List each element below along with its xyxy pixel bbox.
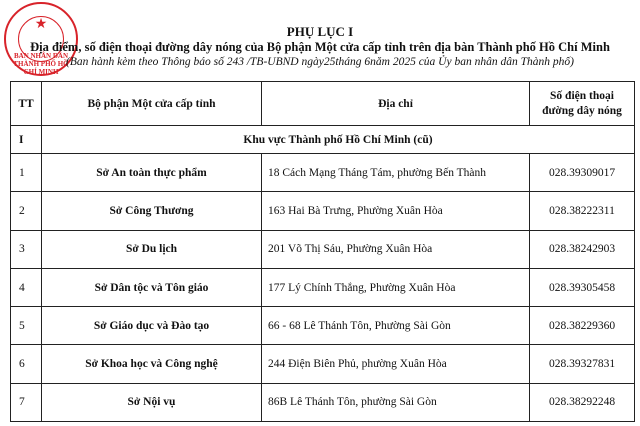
row-address: 244 Điện Biên Phủ, phường Xuân Hòa [262,345,530,383]
row-phone: 028.38292248 [530,383,635,421]
issuance-note: (Ban hành kèm theo Thông báo số 243 /TB-UBND ngày25tháng 6năm 2025 của Ủy ban nhân dân Thành phố) [66,56,574,68]
row-department: Sở Du lịch [42,230,262,268]
table-row [11,154,635,192]
table-row [11,307,635,345]
table-row [11,192,635,230]
row-phone: 028.38242903 [530,230,635,268]
row-phone: 028.38229360 [530,307,635,345]
row-phone: 028.39305458 [530,268,635,306]
column-header-dept: Bộ phận Một cửa cấp tỉnh [42,82,262,126]
seal-star-icon: ★ [34,17,48,32]
row-phone: 028.38222311 [530,192,635,230]
row-number: 4 [11,268,42,306]
column-header-phone-line1: Số điện thoại [550,89,614,102]
seal-text: BAN NHÂN DÂN THÀNH PHỐ HỒ CHÍ MINH [13,52,69,76]
row-address: 163 Hai Bà Trưng, Phường Xuân Hòa [262,192,530,230]
row-department: Sở Giáo dục và Đào tạo [42,307,262,345]
row-department: Sở Khoa học và Công nghệ [42,345,262,383]
column-header-tt: TT [11,82,42,126]
row-department: Sở Dân tộc và Tôn giáo [42,268,262,306]
table-row [11,268,635,306]
row-department: Sở Công Thương [42,192,262,230]
table-row [11,345,635,383]
row-phone: 028.39309017 [530,154,635,192]
row-address: 66 - 68 Lê Thánh Tôn, Phường Sài Gòn [262,307,530,345]
section-title: Khu vực Thành phố Hồ Chí Minh (cũ) [42,126,635,154]
row-number: 1 [11,154,42,192]
row-department: Sở An toàn thực phẩm [42,154,262,192]
page-subtitle: Địa điểm, số điện thoại đường dây nóng của Bộ phận Một cửa cấp tỉnh trên địa bàn Thành phố Hồ Chí Minh [30,40,610,54]
table-row [11,383,635,421]
row-number: 3 [11,230,42,268]
section-row [11,126,635,154]
row-number: 5 [11,307,42,345]
row-phone: 028.39327831 [530,345,635,383]
table-header-row [11,82,635,126]
table-row [11,230,635,268]
row-number: 7 [11,383,42,421]
row-number: 6 [11,345,42,383]
column-header-phone [530,82,635,126]
row-department: Sở Nội vụ [42,383,262,421]
column-header-phone-line2: đường dây nóng [542,104,622,117]
row-address: 201 Võ Thị Sáu, Phường Xuân Hòa [262,230,530,268]
row-address: 18 Cách Mạng Tháng Tám, phường Bến Thành [262,154,530,192]
row-address: 177 Lý Chính Thắng, Phường Xuân Hòa [262,268,530,306]
row-address: 86B Lê Thánh Tôn, phường Sài Gòn [262,383,530,421]
section-number: I [11,126,42,154]
row-number: 2 [11,192,42,230]
hotline-table [10,81,635,422]
column-header-address: Địa chỉ [262,82,530,126]
page-title: PHỤ LỤC I [286,24,354,39]
